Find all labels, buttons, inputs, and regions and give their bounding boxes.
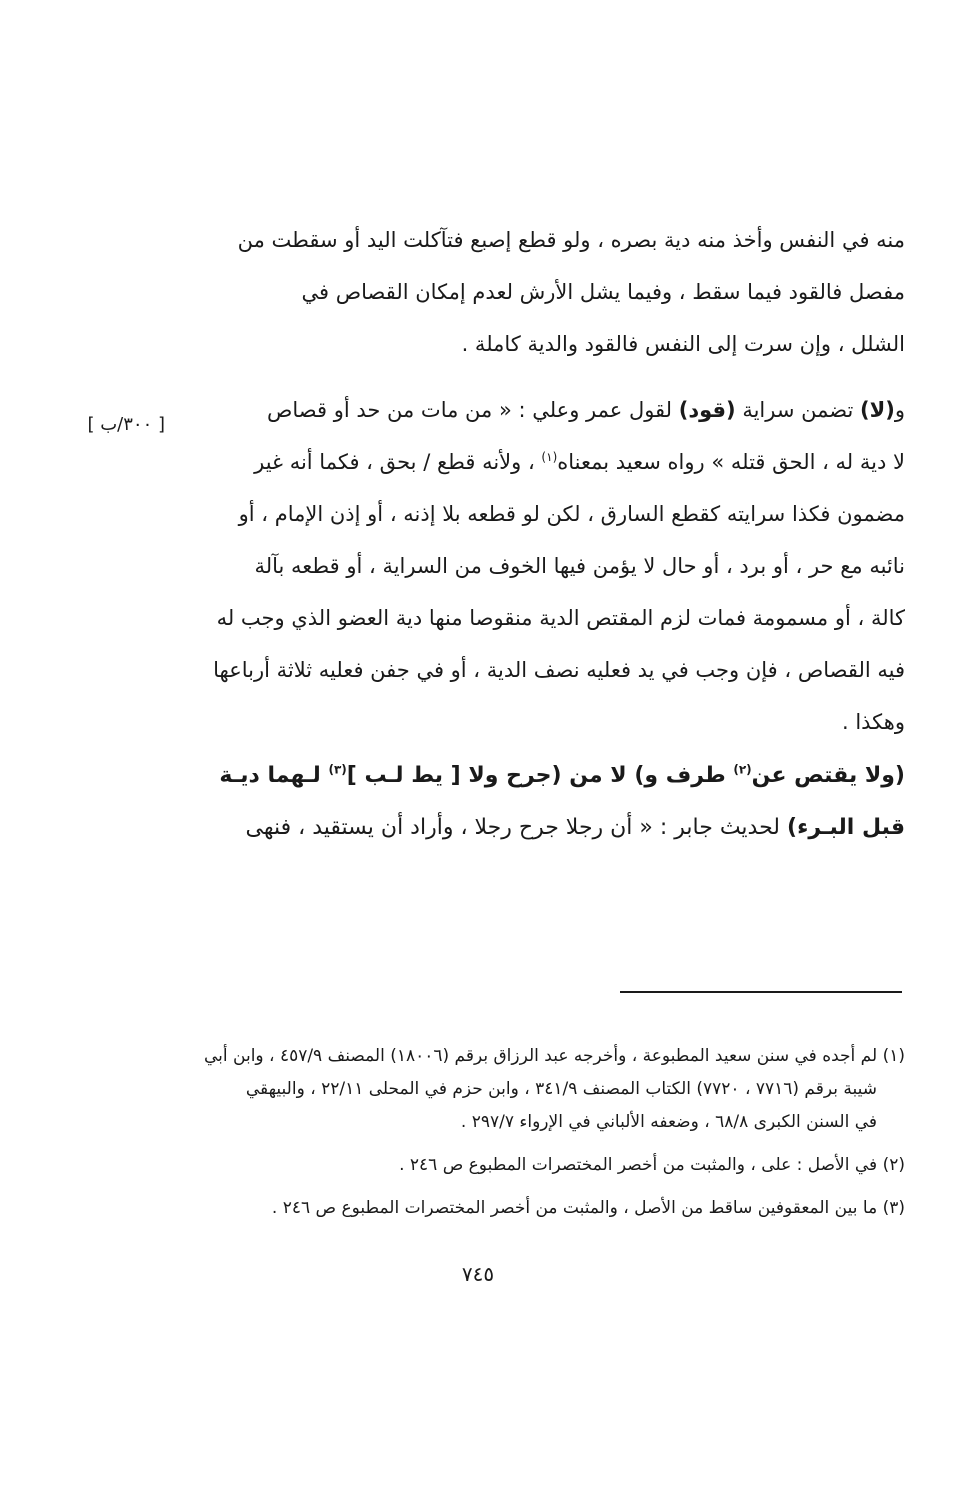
text-span: و bbox=[894, 398, 905, 422]
text-line: فيه القصاص ، فإن وجب في يد فعليه نصف الدية ، أو في جفن فعليه ثلاثة أرباعها bbox=[213, 658, 905, 682]
paragraph-1 bbox=[170, 214, 905, 370]
paragraph-2 bbox=[170, 384, 905, 748]
text-span: لا دية له ، الحق قتله » رواه سعيد بمعناه bbox=[557, 450, 905, 474]
text-line: منه في النفس وأخذ منه دية بصره ، ولو قطع إصبع فتآكلت اليد أو سقطت من bbox=[237, 228, 905, 252]
text-span: لقول عمر وعلي : « من مات من حد أو قصاص bbox=[266, 398, 679, 422]
matn-term: (قود) bbox=[678, 398, 736, 422]
footnote-ref: (٢) bbox=[733, 762, 752, 777]
text-line: مفصل فالقود فيما سقط ، وفيما يشل الأرش لعدم إمكان القصاص في bbox=[301, 280, 905, 304]
text-span: تضمن سراية bbox=[735, 398, 860, 422]
text-line bbox=[170, 436, 905, 488]
margin-folio-note: [ ٣٠٠/ب ] bbox=[87, 414, 165, 435]
text-line bbox=[170, 802, 905, 854]
text-line: نائبه مع حر ، أو برد ، أو حال لا يؤمن فيها الخوف من السراية ، أو قطعه بآلة bbox=[254, 554, 905, 578]
footnote-3 bbox=[170, 1192, 905, 1225]
text-line: كالة ، أو مسمومة فمات لزم المقتص الدية منقوصا منها دية العضو الذي وجب له bbox=[216, 606, 905, 630]
text-span: لـهما ديـة bbox=[219, 763, 329, 788]
footnote-ref: (٣) bbox=[328, 762, 347, 777]
text-span: (ولا يقتص عن bbox=[751, 763, 905, 788]
matn-term: (لا) bbox=[860, 398, 895, 422]
footnote-1 bbox=[170, 1040, 905, 1139]
text-span: طرف و) لا من (جرح ولا [ يط لـب ] bbox=[346, 763, 734, 788]
text-line bbox=[170, 384, 905, 436]
text-span: لحديث جابر : « أن رجلا جرح رجلا ، وأراد أن يستقيد ، فنهى bbox=[245, 815, 788, 840]
footnote-separator bbox=[620, 991, 902, 993]
matn-line bbox=[170, 750, 905, 802]
text-line: وهكذا . bbox=[841, 710, 905, 734]
text-line: مضمون فكذا سرايته كقطع السارق ، لكن لو قطعه بلا إذنه ، أو إذن الإمام ، أو bbox=[238, 502, 905, 526]
text-span: ، ولأنه قطع / بحق ، فكما أنه غير bbox=[254, 450, 542, 474]
footnote-line: (١) لم أجده في سنن سعيد المطبوعة ، وأخرجه عبد الرزاق برقم (١٨٠٠٦) المصنف ٤٥٧/٩ ، وابن أبي bbox=[204, 1046, 905, 1066]
page-number: ٧٤٥ bbox=[461, 1262, 495, 1286]
footnote-2 bbox=[170, 1149, 905, 1182]
footnotes bbox=[170, 1040, 905, 1235]
paragraph-3 bbox=[170, 750, 905, 854]
footnote-line: (٣) ما بين المعقوفين ساقط من الأصل ، والمثبت من أخصر المختصرات المطبوع ص ٢٤٦ . bbox=[271, 1198, 905, 1218]
text-line: الشلل ، وإن سرت إلى النفس فالقود والدية كاملة . bbox=[461, 332, 905, 356]
footnote-line: (٢) في الأصل : على ، والمثبت من أخصر المختصرات المطبوع ص ٢٤٦ . bbox=[399, 1155, 905, 1175]
footnote-line: في السنن الكبرى ٦٨/٨ ، وضعفه الألباني في الإرواء ٢٩٧/٧ . bbox=[460, 1112, 877, 1132]
footnote-line: شيبة برقم (٧٧١٦ ، ٧٧٢٠) الكتاب المصنف ٣٤١/٩ ، وابن حزم في المحلى ٢٢/١١ ، والبيهقي bbox=[245, 1079, 877, 1099]
footnote-ref: (١) bbox=[541, 450, 558, 464]
matn-term: قبل البـرء) bbox=[787, 815, 905, 840]
